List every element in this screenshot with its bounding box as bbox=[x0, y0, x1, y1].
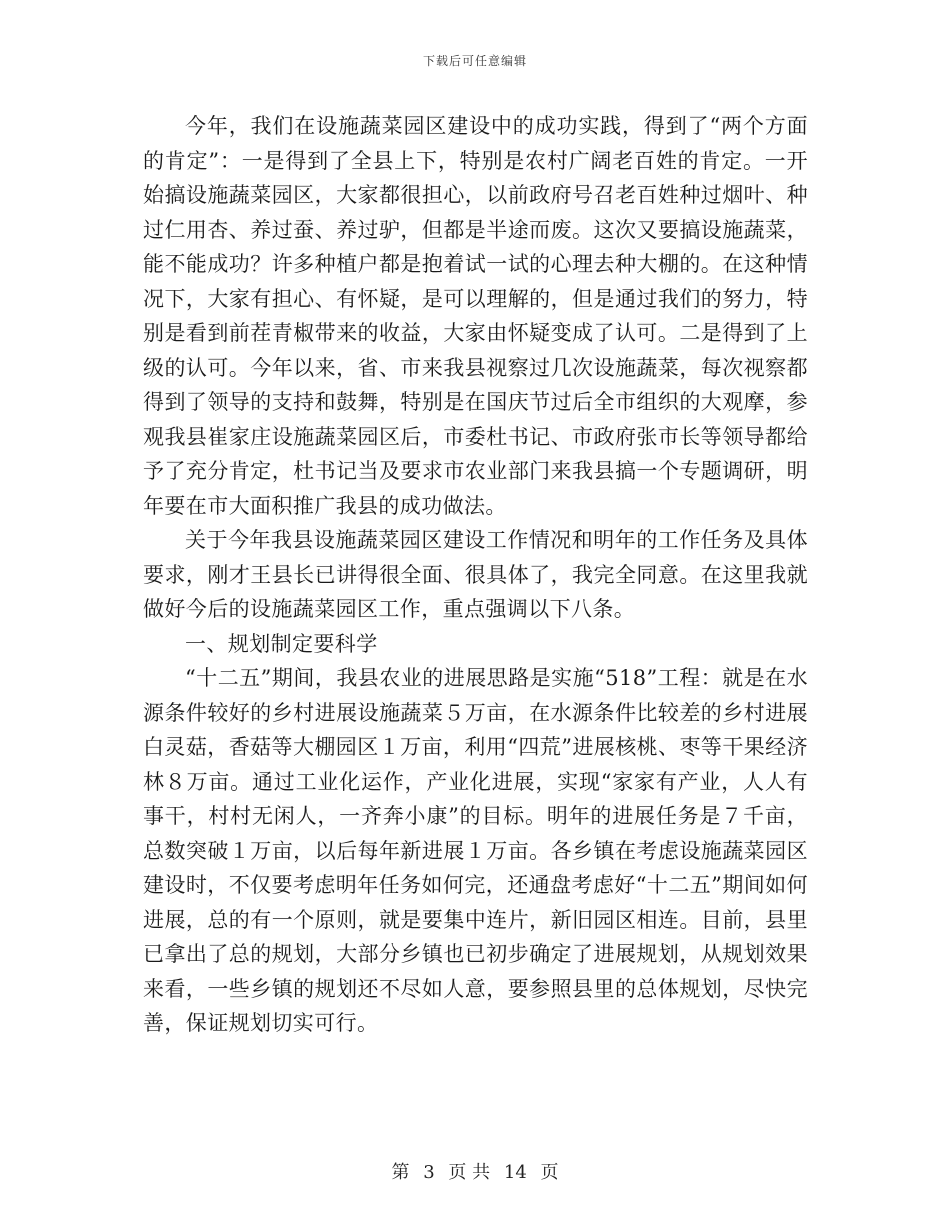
page-number-footer bbox=[0, 1158, 950, 1184]
paragraph-achievements: 今年，我们在设施蔬菜园区建设中的成功实践，得到了“两个方面的肯定”：一是得到了全县上下，特别是农村广阔老百姓的肯定。一开始搞设施蔬菜园区，大家都很担心，以前政府号召老百姓种过烟叶、种过仁用杏、养过蚕、养过驴，但都是半途而废。这次又要搞设施蔬菜，能不能成功？许多种植户都是抱着试一试的心理去种大棚的。在这种情况下，大家有担心、有怀疑，是可以理解的，但是通过我们的努力，特别是看到前茬青椒带来的收益，大家由怀疑变成了认可。二是得到了上级的认可。今年以来，省、市来我县视察过几次设施蔬菜，每次视察都得到了领导的支持和鼓舞，特别是在国庆节过后全市组织的大观摩，参观我县崔家庄设施蔬菜园区后，市委杜书记、市政府张市长等领导都给予了充分肯定，杜书记当及要求市农业部门来我县搞一个专题调研，明年要在市大面积推广我县的成功做法。 bbox=[143, 114, 808, 518]
footer-suffix: 页 bbox=[540, 1162, 559, 1183]
document-body bbox=[143, 109, 808, 1041]
footer-middle: 页 共 bbox=[448, 1162, 491, 1183]
section-heading-planning: 一、规划制定要科学 bbox=[185, 631, 378, 656]
footer-current-page: 3 bbox=[423, 1162, 435, 1183]
footer-total-pages: 14 bbox=[503, 1162, 527, 1183]
paragraph-requirements: 关于今年我县设施蔬菜园区建设工作情况和明年的工作任务及具体要求，刚才王县长已讲得很全面、很具体了，我完全同意。在这里我就做好今后的设施蔬菜园区工作，重点强调以下八条。 bbox=[143, 528, 808, 621]
footer-prefix: 第 bbox=[391, 1162, 410, 1183]
paragraph-planning: “十二五”期间，我县农业的进展思路是实施“518”工程：就是在水源条件较好的乡村进展设施蔬菜５万亩，在水源条件比较差的乡村进展白灵菇，香菇等大棚园区１万亩，利用“四荒”进展核桃、枣等干果经济林８万亩。通过工业化运作，产业化进展，实现“家家有产业，人人有事干，村村无闲人，一齐奔小康”的目标。明年的进展任务是７千亩，总数突破１万亩，以后每年新进展１万亩。各乡镇在考虑设施蔬菜园区建设时，不仅要考虑明年任务如何完，还通盘考虑好“十二五”期间如何进展，总的有一个原则，就是要集中连片，新旧园区相连。目前，县里已拿出了总的规划，大部分乡镇也已初步确定了进展规划，从规划效果来看，一些乡镇的规划还不尽如人意，要参照县里的总体规划，尽快完善，保证规划切实可行。 bbox=[143, 666, 808, 1035]
page-header-note: 下载后可任意编辑 bbox=[422, 54, 527, 68]
